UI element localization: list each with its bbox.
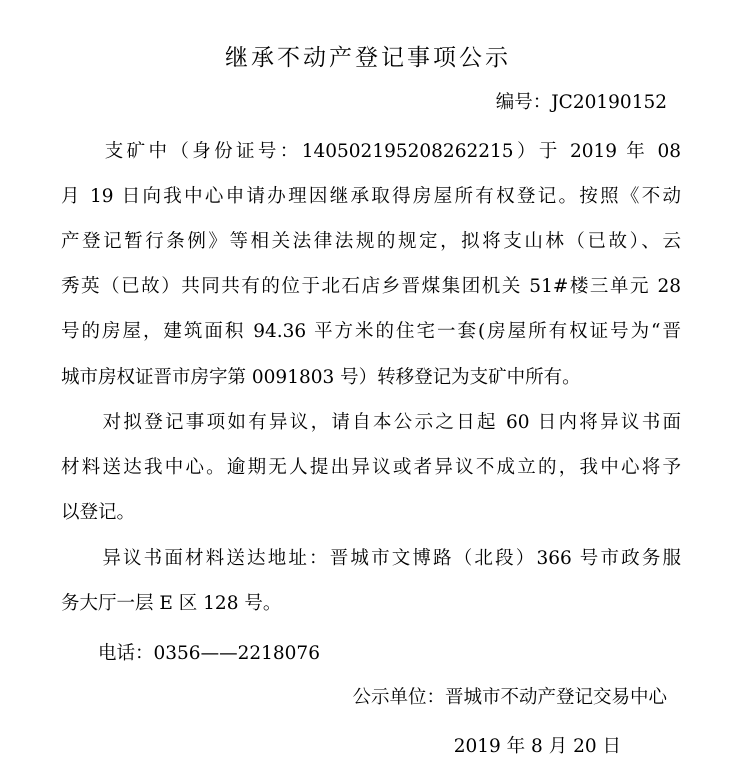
paragraph-line: 材料送达我中心。逾期无人提出异议或者异议不成立的，我中心将予 [61, 457, 681, 478]
paragraph-line: 务大厅一层 E 区 128 号。 [61, 593, 282, 614]
paragraph-line: 对拟登记事项如有异议，请自本公示之日起 60 日内将异议书面 [61, 412, 681, 433]
paragraph-line: 号的房屋，建筑面积 94.36 平方米的住宅一套(房屋所有权证号为“晋 [61, 321, 681, 342]
paragraph-line: 秀英（已故）共同共有的位于北石店乡晋煤集团机关 51#楼三单元 28 [61, 276, 681, 297]
paragraph-line: 城市房权证晋市房字第 0091803 号）转移登记为支矿中所有。 [61, 367, 581, 388]
paragraph-line: 以登记。 [61, 502, 136, 523]
phone-line: 电话：0356——2218076 [61, 643, 320, 664]
paragraph-line: 支矿中（身份证号：140502195208262215）于 2019 年 08 [61, 141, 681, 162]
notice-title: 继承不动产登记事项公示 [225, 45, 511, 71]
date-line: 2019 年 8 月 20 日 [453, 736, 621, 757]
paragraph-line: 产登记暂行条例》等相关法律法规的规定，拟将支山林（已故）、云 [61, 231, 681, 252]
paragraph-line: 异议书面材料送达地址：晋城市文博路（北段）366 号市政务服 [61, 548, 681, 569]
paragraph-line: 月 19 日向我中心申请办理因继承取得房屋所有权登记。按照《不动 [61, 186, 681, 207]
document-number: 编号：JC20190152 [495, 92, 667, 113]
issuer-line: 公示单位：晋城市不动产登记交易中心 [352, 687, 667, 708]
